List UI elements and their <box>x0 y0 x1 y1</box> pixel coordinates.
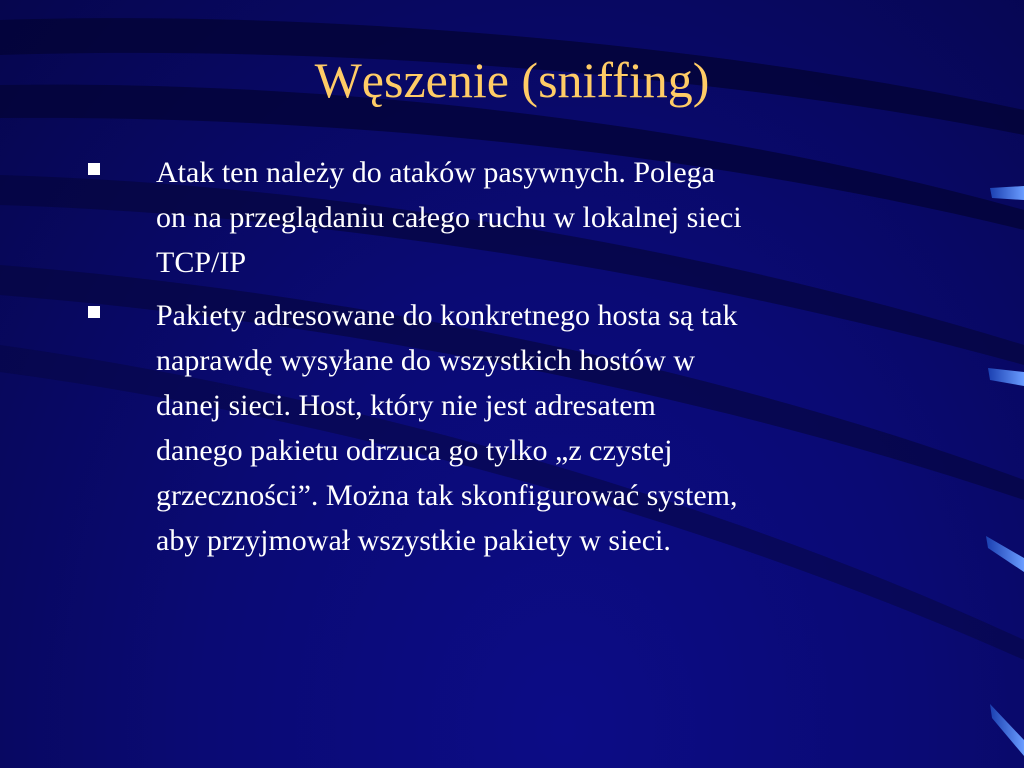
bullet-line: on na przeglądaniu całego ruchu w lokalnej sieci <box>156 201 742 234</box>
bullet-list <box>88 150 948 571</box>
accent-tick <box>988 368 1024 386</box>
bullet-line: Atak ten należy do ataków pasywnych. Polega <box>156 156 715 189</box>
bullet-line: TCP/IP <box>156 246 247 279</box>
bullet-line: aby przyjmował wszystkie pakiety w sieci. <box>156 524 671 557</box>
accent-tick <box>986 536 1024 572</box>
bullet-line: naprawdę wysyłane do wszystkich hostów w <box>156 344 696 377</box>
bullet-item <box>88 150 948 285</box>
bullet-line: grzeczności”. Można tak skonfigurować system, <box>156 479 738 512</box>
square-bullet-icon <box>88 306 100 318</box>
accent-tick <box>990 704 1024 756</box>
square-bullet-icon <box>88 163 100 175</box>
bullet-item <box>88 293 948 563</box>
bullet-line: danego pakietu odrzuca go tylko „z czystej <box>156 434 673 467</box>
bullet-line: Pakiety adresowane do konkretnego hosta są tak <box>156 299 738 332</box>
bullet-line: danej sieci. Host, który nie jest adresatem <box>156 389 656 422</box>
slide-title: Węszenie (sniffing) <box>314 52 710 108</box>
accent-tick <box>990 186 1024 200</box>
